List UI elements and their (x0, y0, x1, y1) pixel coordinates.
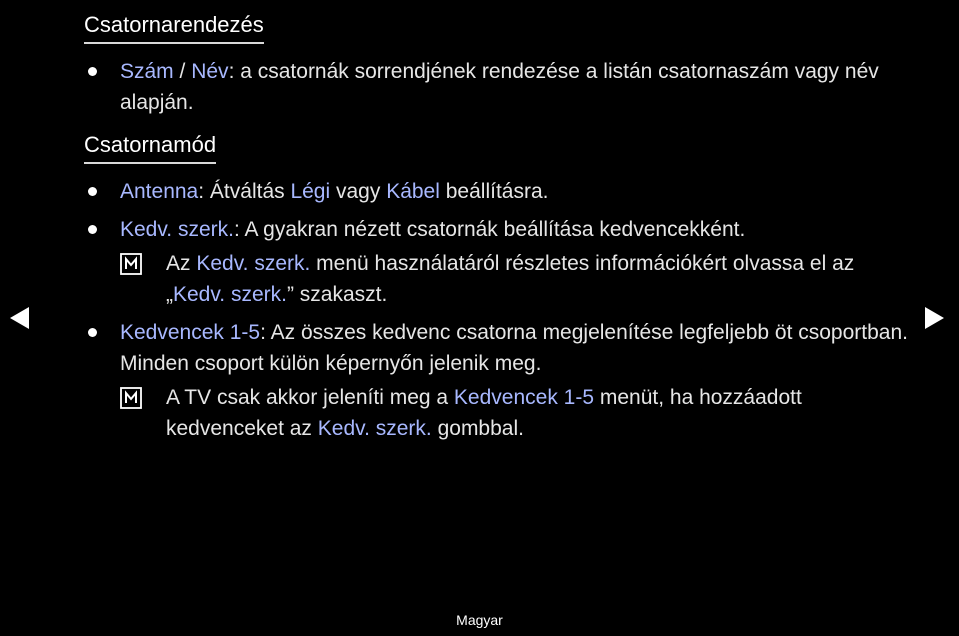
note-text (166, 382, 914, 444)
bullet-icon (88, 328, 97, 337)
note-text (166, 248, 914, 310)
note (120, 382, 914, 444)
highlighted-term: Kedvencek 1-5 (120, 321, 261, 344)
body-text: vagy (330, 180, 387, 203)
body-text: gombbal. (431, 417, 524, 440)
list-item-text (120, 214, 914, 245)
highlighted-term: Kedv. szerk. (173, 283, 287, 306)
section-list (84, 56, 914, 118)
highlighted-term: Kedv. szerk. (317, 417, 432, 440)
highlighted-term: Kedv. szerk. (120, 218, 234, 241)
highlighted-term: Kábel (386, 180, 440, 203)
highlighted-term: Név (191, 60, 229, 83)
note-icon (120, 387, 142, 409)
list-item (84, 317, 914, 444)
body-text: : A gyakran nézett csatornák beállítása kedvencekként. (233, 218, 746, 241)
body-text: ” szakaszt. (286, 283, 388, 306)
next-page-arrow-icon[interactable] (925, 307, 944, 329)
section-heading: Csatornamód (84, 128, 216, 164)
body-text: menüt, ha hozzáadott kedvenceket az (166, 386, 802, 440)
highlighted-term: Kedv. szerk. (196, 252, 311, 275)
section-list (84, 176, 914, 444)
list-item (84, 214, 914, 310)
manual-content (84, 8, 914, 454)
bullet-icon (88, 187, 97, 196)
note-icon (120, 253, 142, 275)
list-item-text (120, 56, 914, 118)
highlighted-term: Légi (290, 180, 331, 203)
list-item-text (120, 317, 914, 379)
footer-language: Magyar (456, 612, 503, 628)
highlighted-term: Antenna (120, 180, 199, 203)
body-text: / (173, 60, 192, 83)
list-item-text (120, 176, 914, 207)
highlighted-term: Kedvencek 1-5 (453, 386, 595, 409)
bullet-icon (88, 225, 97, 234)
list-item (84, 56, 914, 118)
body-text: menü használatáról részletes információkért olvassa el az „ (166, 252, 855, 306)
section-heading: Csatornarendezés (84, 8, 264, 44)
prev-page-arrow-icon[interactable] (10, 307, 29, 329)
bullet-icon (88, 67, 97, 76)
note (120, 248, 914, 310)
body-text: : Az összes kedvenc csatorna megjelenítése legfeljebb öt csoportban. Minden csoport külön képernyőn jelenik meg. (120, 321, 908, 375)
highlighted-term: Szám (120, 60, 174, 83)
body-text: A TV csak akkor jeleníti meg a (166, 386, 454, 409)
body-text: : Átváltás (198, 180, 291, 203)
list-item (84, 176, 914, 207)
body-text: Az (166, 252, 197, 275)
body-text: beállításra. (439, 180, 549, 203)
body-text: : a csatornák sorrendjének rendezése a listán csatornaszám vagy név alapján. (120, 60, 879, 114)
